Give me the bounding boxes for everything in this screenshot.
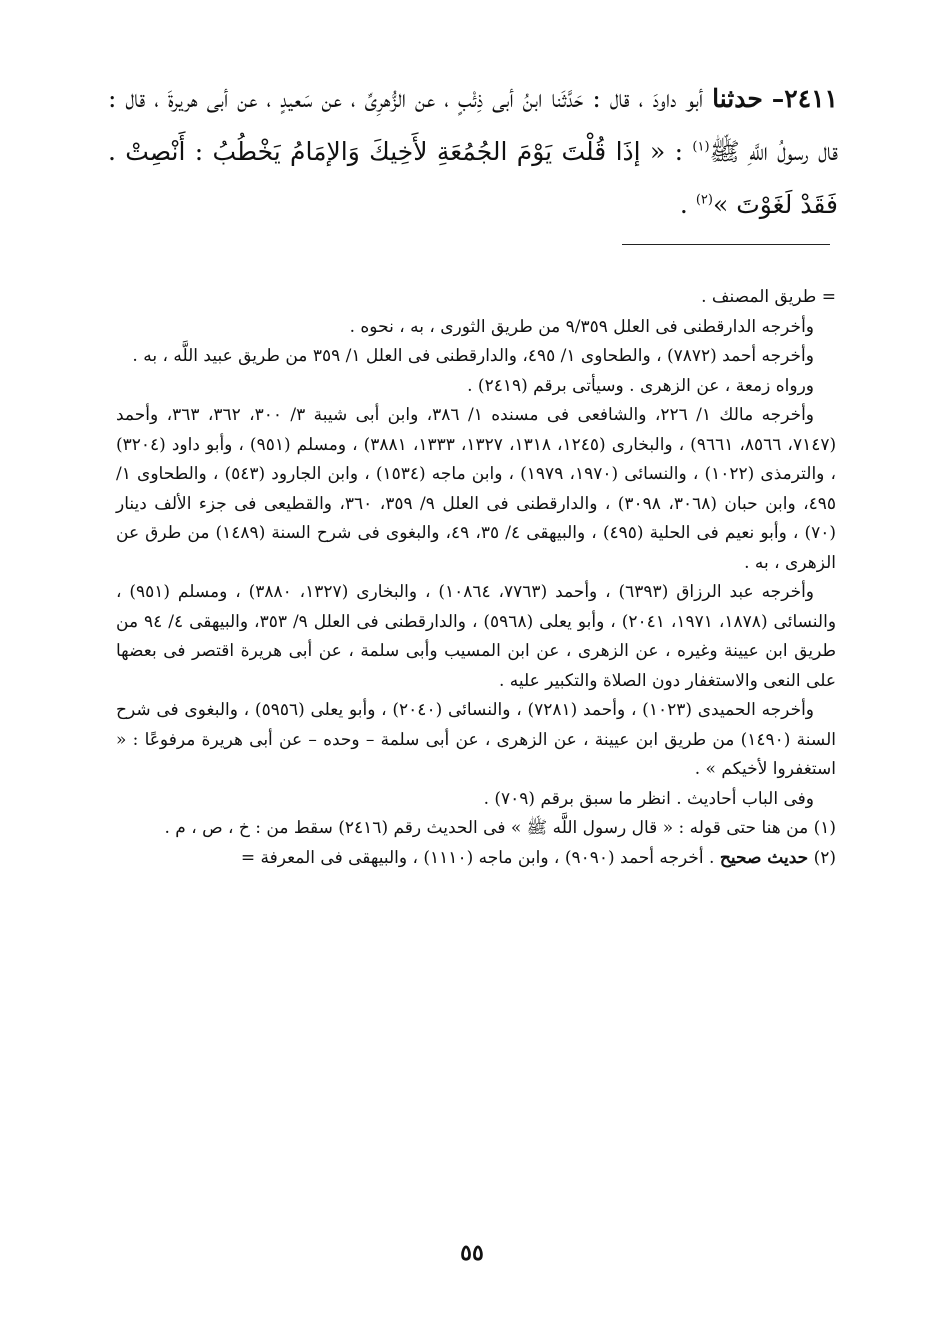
hadith-lead-word: حدثنا (712, 84, 763, 113)
footnote-2-grade: حديث صحيح (719, 847, 809, 868)
footnote-2 (116, 844, 836, 874)
page-number: ٥٥ (460, 1240, 484, 1266)
footnote-1: (١) من هنا حتى قوله : « قال رسول اللَّه ﷺ » فى الحديث رقم (٢٤١٦) سقط من : خ ، ص ، م . (164, 818, 836, 838)
hadith-dash: – (771, 84, 785, 113)
note-line: وأخرجه مالك ١/ ٢٢٦، والشافعى فى مسنده ١/ ٣٨٦، وابن أبى شيبة ٣/ ٣٠٠، ٣٦٢، ٣٦٣، وأحمد (٧١٤٧، ٨٥٦٦، ٩٦٦١) ، والبخارى (١٢٤٥، ١٣١٨، ١٣٢٧، ١٣٣٣، ٣٨٨١) ، ومسلم (٩٥١) ، وأبو داود (٣٢٠٤) ، والترمذى (١٠٢٢) ، والنسائى (١٩٧٠، ١٩٧٩) ، وابن ماجه (١٥٣٤) ، وابن الجارود (٥٤٣) ، والطحاوى ١/ ٤٩٥، وابن حبان (٣٠٦٨، ٣٠٩٨) ، والدارقطنى فى العلل ٩/ ٣٥٩، ٣٦٠، والقطيعى فى جزء الألف دينار (٧٠) ، وأبو نعيم فى الحلية (٤٩٥) ، والبيهقى ٤/ ٣٥، ٤٩، والبغوى فى شرح السنة (١٤٨٩) من طرق عن الزهرى ، به . (116, 405, 837, 573)
hadith-text (108, 72, 838, 231)
footnote-2-prefix: (٢) (808, 847, 836, 868)
note-line: وأخرجه أحمد (٧٨٧٢) ، والطحاوى ١/ ٤٩٥، والدارقطنى فى العلل ١/ ٣٥٩ من طريق عبيد اللَّه ، به . (132, 346, 814, 366)
hadith-body-end: . (679, 190, 696, 219)
note-line: وأخرجه الحميدى (١٠٢٣) ، وأحمد (٧٢٨١) ، والنسائى (٢٠٤٠) ، وأبو يعلى (٥٩٥٦) ، والبغوى فى شرح السنة (١٤٩٠) من طريق ابن عيينة ، عن الزهرى ، عن أبى سلمة – وحده – عن أبى هريرة مرفوعًا : « استغفروا لأخيكم » . (116, 700, 836, 779)
footnote-2-text: . أخرجه أحمد (٩٠٩٠) ، وابن ماجه (١١١٠) ، والبيهقى فى المعرفة = (240, 847, 720, 868)
footnote-marker-2: (٢) (695, 192, 713, 208)
hadith-number: ٢٤١١ (784, 84, 838, 113)
hadith-body-part1: أبو داودَ ، قال : حَدَّثَنا ابنُ أبى ذِئْبٍ ، عن الزُّهرِىِّ ، عن سَعيدٍ ، عن أبى هريرةَ ، قال : قال رسولُ اللَّهِ ﷺ (108, 84, 838, 166)
note-line: = طريق المصنف . (701, 287, 836, 307)
note-line: ورواه زمعة ، عن الزهرى . وسيأتى برقم (٢٤١٩) . (467, 375, 814, 396)
note-line: وأخرجه عبد الرزاق (٦٣٩٣) ، وأحمد (٧٧٦٣، ١٠٨٦٤) ، والبخارى (١٣٢٧، ٣٨٨٠) ، ومسلم (٩٥١) ، والنسائى (١٨٧٨، ١٩٧١، ٢٠٤١) ، وأبو يعلى (٥٩٦٨) ، والدارقطنى فى العلل ٩/ ٣٥٣، والبيهقى ٤/ ٩٤ من طريق ابن عيينة وغيره ، عن الزهرى ، عن ابن المسيب وأبى سلمة ، عن أبى هريرة اقتصر فى بعضها على النعى والاستغفار دون الصلاة والتكبير عليه . (116, 582, 837, 691)
note-line: وأخرجه الدارقطنى فى العلل ٩/٣٥٩ من طريق الثورى ، به ، نحوه . (349, 316, 814, 337)
footnote-separator (622, 244, 830, 245)
note-line: وفى الباب أحاديث . انظر ما سبق برقم (٧٠٩) . (483, 788, 814, 809)
footnote-marker-1: (١) (692, 139, 710, 155)
footnotes-section (116, 283, 836, 873)
hadith-body-part2: : « إذَا قُلْتَ يَوْمَ الجُمُعَةِ لأَخِيكَ وَالإمَامُ يَخْطُبُ : أَنْصِتْ . فَقَدْ لَغَوْتَ » (108, 137, 838, 219)
